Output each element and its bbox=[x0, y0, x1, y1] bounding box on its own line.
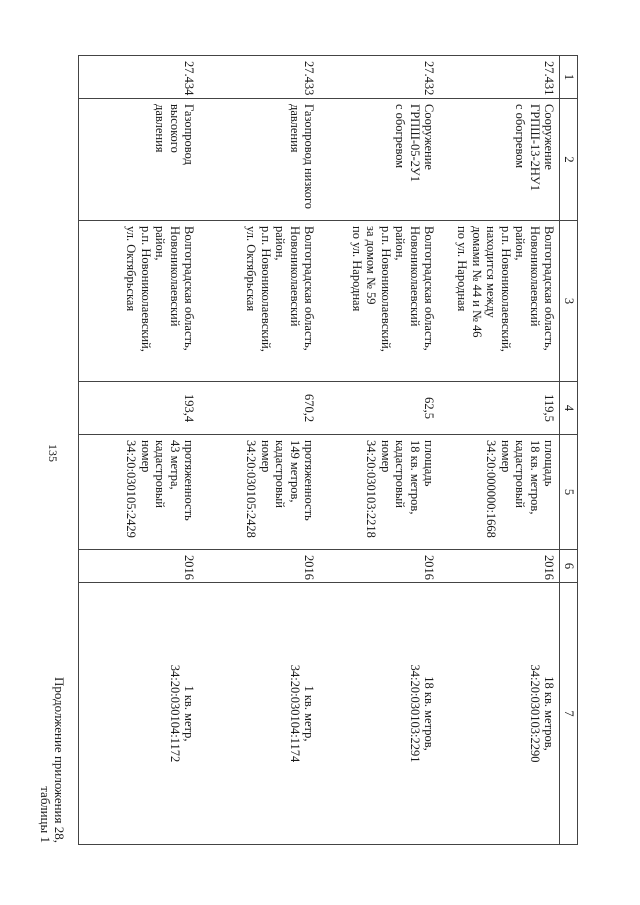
caption-line-2: таблицы 1 bbox=[38, 786, 53, 843]
object-name: Газопровод высокого давления bbox=[79, 99, 200, 221]
object-address: Волгоградская область, Новониколаевский район, р.п. Новониколаевский, ул. Октябрьская bbox=[200, 221, 320, 382]
object-description: протяженность 149 метров, кадастровый номер 34:20:030105:2428 bbox=[200, 435, 320, 550]
object-note: 18 кв. метров, 34:20:030103:2290 bbox=[440, 583, 561, 845]
object-note: 1 кв. метр, 34:20:030104:1172 bbox=[79, 583, 200, 845]
row-number: 27.432 bbox=[320, 56, 440, 99]
table-row bbox=[200, 56, 320, 845]
caption-line-1: Продолжение приложения 28, bbox=[52, 676, 67, 843]
row-number: 27.431 bbox=[440, 56, 561, 99]
object-description: протяженность 43 метра, кадастровый номер 34:20:030105:2429 bbox=[79, 435, 200, 550]
header-col-1: 1 bbox=[560, 56, 578, 99]
object-year: 2016 bbox=[79, 550, 200, 583]
object-address: Волгоградская область, Новониколаевский район, р.п. Новониколаевский, за домом № 59 по ул. Народная bbox=[320, 221, 440, 382]
object-address: Волгоградская область, Новониколаевский район, р.п. Новониколаевский, ул. Октябрьская bbox=[79, 221, 200, 382]
object-description: площадь 18 кв. метров, кадастровый номер 34:20:000000:1668 bbox=[440, 435, 561, 550]
object-name: Газопровод низкого давления bbox=[200, 99, 320, 221]
object-value: 670,2 bbox=[200, 382, 320, 435]
object-address: Волгоградская область, Новониколаевский район, р.п. Новониколаевский, находится между домами № 44 и № 46 по ул. Народная bbox=[440, 221, 561, 382]
object-year: 2016 bbox=[200, 550, 320, 583]
object-name: Сооружение ГРПШ-13-2НУ1 с обогревом bbox=[440, 99, 561, 221]
header-col-5: 5 bbox=[560, 435, 578, 550]
header-col-2: 2 bbox=[560, 99, 578, 221]
header-row bbox=[560, 56, 578, 845]
table-row bbox=[79, 56, 200, 845]
table-row bbox=[320, 56, 440, 845]
object-value: 119,5 bbox=[440, 382, 561, 435]
object-note: 18 кв. метров, 34:20:030103:2291 bbox=[320, 583, 440, 845]
header-col-7: 7 bbox=[560, 583, 578, 845]
object-description: площадь 18 кв. метров, кадастровый номер 34:20:030103:2218 bbox=[320, 435, 440, 550]
object-value: 193,4 bbox=[79, 382, 200, 435]
header-col-4: 4 bbox=[560, 382, 578, 435]
object-note: 1 кв. метр, 34:20:030104:1174 bbox=[200, 583, 320, 845]
row-number: 27.434 bbox=[79, 56, 200, 99]
property-table bbox=[79, 55, 579, 845]
table-caption bbox=[38, 677, 66, 843]
object-year: 2016 bbox=[320, 550, 440, 583]
row-number: 27.433 bbox=[200, 56, 320, 99]
table-row bbox=[440, 56, 561, 845]
header-col-3: 3 bbox=[560, 221, 578, 382]
object-year: 2016 bbox=[440, 550, 561, 583]
page-number: 135 bbox=[46, 444, 60, 462]
object-name: Сооружение ГРПШ-05-2У1 с обогревом bbox=[320, 99, 440, 221]
header-col-6: 6 bbox=[560, 550, 578, 583]
object-value: 62,5 bbox=[320, 382, 440, 435]
